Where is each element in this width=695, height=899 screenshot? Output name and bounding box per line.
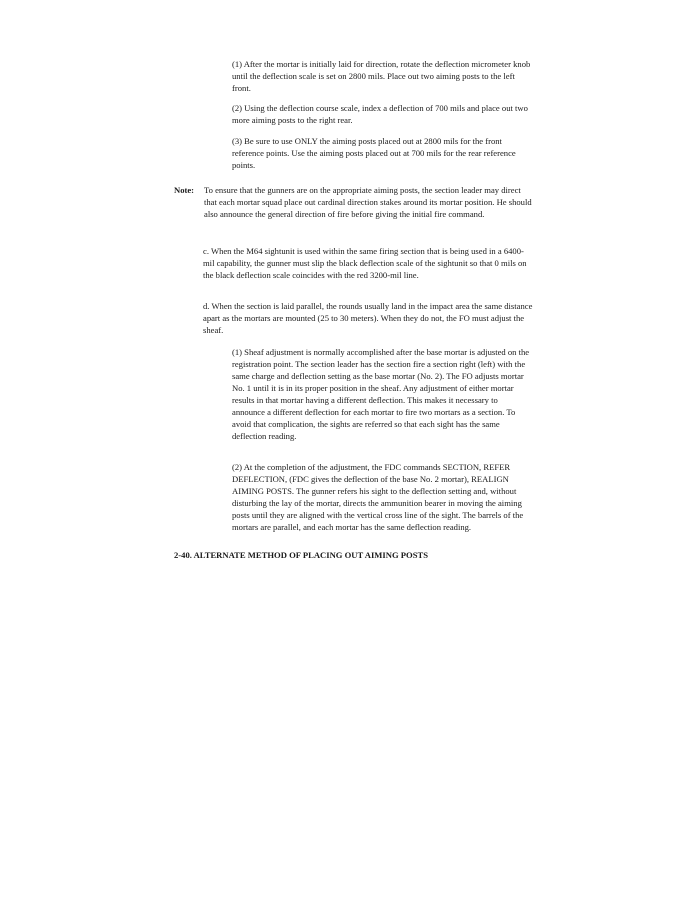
paragraph-d: d. When the section is laid parallel, the rounds usually land in the impact area the same distance apart as the mortars are mounted (25 to 30 meters). When they do not, the FO must adjust the sheaf. [203, 301, 533, 335]
section-heading: 2-40. ALTERNATE METHOD OF PLACING OUT AIMING POSTS [174, 550, 429, 560]
paragraph-step-3: (3) Be sure to use ONLY the aiming posts placed out at 2800 mils for the front reference points. Use the aiming posts placed out at 700 mils for the rear reference points. [232, 136, 516, 170]
paragraph-step-2: (2) Using the deflection course scale, index a deflection of 700 mils and place out two more aiming posts to the right rear. [232, 103, 528, 125]
paragraph-c: c. When the M64 sightunit is used within the same firing section that is being used in a 6400-mil capability, the gunner must slip the black deflection scale of the sightunit so that 0 mils on the black deflection scale coincides with the red 3200-mil line. [203, 246, 527, 280]
paragraph-d-1: (1) Sheaf adjustment is normally accomplished after the base mortar is adjusted on the registration point. The section leader has the section fire a section right (left) with the same charge and deflection setting as the base mortar (No. 2). The FO adjusts mortar No. 1 until it is in its proper position in the sheaf. Any adjustment of either mortar results in that mortar having a different deflection. This makes it necessary to announce a different deflection for each mortar to fire two mortars as a section. To avoid that complication, the sights are referred so that each sight has the same deflection reading. [232, 347, 530, 441]
note-text: To ensure that the gunners are on the appropriate aiming posts, the section leader may direct that each mortar squad place out cardinal direction stakes around its mortar position. He should also announce the general direction of fire before giving the initial fire command. [204, 185, 532, 219]
paragraph-d-2: (2) At the completion of the adjustment, the FDC commands SECTION, REFER DEFLECTION, (FDC gives the deflection of the base No. 2 mortar), REALIGN AIMING POSTS. The gunner refers his sight to the deflection setting and, without disturbing the lay of the mortar, directs the ammunition bearer in moving the aiming posts until they are aligned with the vertical cross line of the sight. The barrels of the mortars are parallel, and each mortar has the same deflection reading. [232, 462, 524, 532]
paragraph-step-1: (1) After the mortar is initially laid for direction, rotate the deflection micrometer knob until the deflection scale is set on 2800 mils. Place out two aiming posts to the left front. [232, 59, 531, 93]
note-label: Note: [174, 185, 195, 195]
